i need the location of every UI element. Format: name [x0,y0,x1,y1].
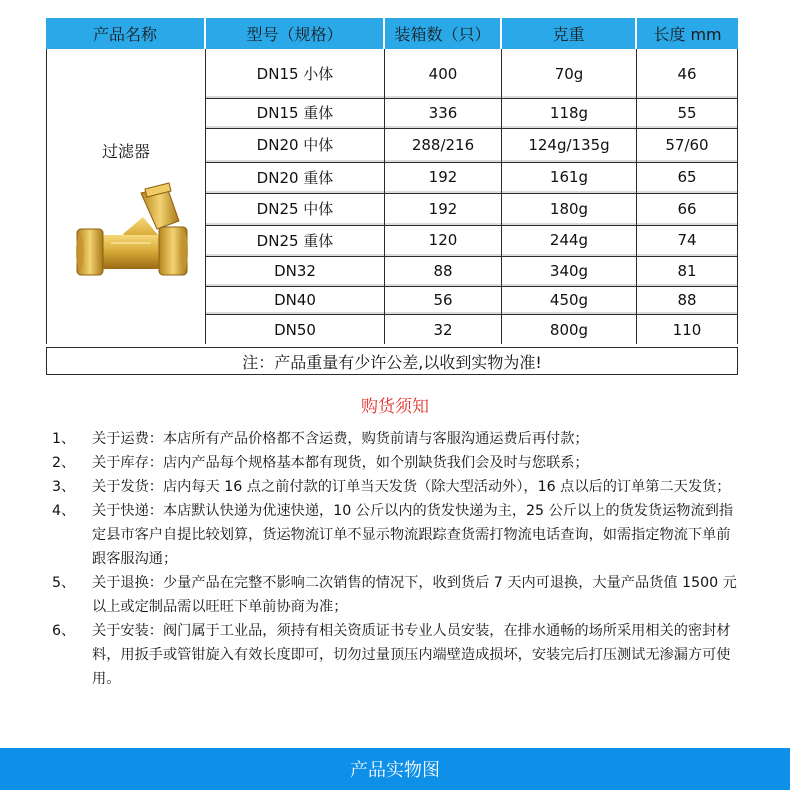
table-cell-weight: 244g [549,231,589,249]
table-cell-length: 55 [677,103,697,122]
table-cell-qty: 32 [433,320,453,339]
notice-item-number: 1、 [52,431,76,447]
table-cell-model: DN40 [274,290,316,309]
notice-item-number: 4、 [52,503,76,519]
header-model: 型号（规格） [206,18,383,49]
table-cell-weight: 70g [554,64,584,83]
table-cell-qty: 336 [428,103,458,122]
table-cell-length: 65 [677,168,697,186]
table-cell-length: 81 [677,261,697,280]
table-cell-qty: 120 [428,231,458,249]
notice-list [52,427,742,691]
product-photos-banner: 产品实物图 [0,748,790,790]
notice-item [52,499,742,571]
table-cell-length: 57/60 [665,135,709,154]
notice-item [52,571,742,619]
spec-table [46,18,738,372]
header-product-name: 产品名称 [46,18,204,49]
notice-item-text: 关于运费：本店所有产品价格都不含运费，购货前请与客服沟通运费后再付款； [92,431,589,447]
table-cell-weight: 124g/135g [528,135,610,154]
table-cell-model: DN50 [274,320,316,339]
table-cell-model: DN25 中体 [256,200,334,218]
table-cell-weight: 161g [549,168,589,186]
table-cell-length: 74 [677,231,697,249]
notice-item-text: 关于退换：少量产品在完整不影响二次销售的情况下，收到货后 7 天内可退换，大量产品货值 1500 元以上或定制品需以旺旺下单前协商为准； [92,575,737,615]
table-cell-model: DN20 中体 [256,136,334,154]
notice-item-text: 关于库存：店内产品每个规格基本都有现货，如个别缺货我们会及时与您联系； [92,455,589,471]
table-cell-model: DN25 重体 [256,231,334,250]
product-name: 过滤器 [101,142,150,161]
header-length: 长度 mm [637,18,738,49]
table-cell-length: 88 [677,290,697,309]
table-cell-model: DN20 重体 [256,168,334,187]
header-qty: 装箱数（只） [385,18,500,49]
header-weight: 克重 [502,18,635,49]
table-cell-length: 110 [672,320,702,339]
table-cell-length: 66 [677,199,697,218]
table-cell-weight: 180g [549,199,589,218]
notice-item-text: 关于发货：店内每天 16 点之前付款的订单当天发货（除大型活动外），16 点以后的订单第二天发货； [92,479,731,495]
notice-title: 购货须知 [361,397,429,417]
notice-item [52,451,742,475]
notice-item-text: 关于快递：本店默认快递为优速快递，10 公斤以内的货发快递为主，25 公斤以上的货发货运物流到指定县市客户自提比较划算，货运物流订单不显示物流跟踪查货需打物流电话查询，如需指定物流下单前跟客服沟通； [92,503,734,567]
table-cell-qty: 288/216 [411,135,475,154]
product-cell [46,49,206,344]
table-cell-model: DN15 重体 [256,104,334,122]
weight-tolerance-note: 注：产品重量有少许公差,以收到实物为准! [46,347,738,375]
table-cell-model: DN32 [274,261,316,280]
table-cell-qty: 192 [428,168,458,186]
y-strainer-image [71,179,191,289]
notice-item-number: 6、 [52,623,76,639]
notice-item [52,427,742,451]
table-cell-weight: 450g [549,290,589,309]
notice-item [52,619,742,691]
table-cell-qty: 400 [428,64,458,83]
table-cell-qty: 56 [433,290,453,309]
notice-item-text: 关于安装：阀门属于工业品，须持有相关资质证书专业人员安装，在排水通畅的场所采用相关的密封材料，用扳手或管钳旋入有效长度即可，切勿过量顶压内端壁造成损坏，安装完后打压测试无渗漏方可使用。 [92,623,731,687]
table-cell-weight: 340g [549,261,589,280]
table-cell-qty: 192 [428,199,458,218]
notice-item-number: 3、 [52,479,76,495]
table-cell-length: 46 [677,64,697,83]
notice-item-number: 5、 [52,575,76,591]
table-cell-weight: 800g [549,320,589,339]
notice-item [52,475,742,499]
notice-item-number: 2、 [52,455,76,471]
table-cell-model: DN15 小体 [256,65,334,83]
table-cell-weight: 118g [549,103,589,122]
table-cell-qty: 88 [433,261,453,280]
